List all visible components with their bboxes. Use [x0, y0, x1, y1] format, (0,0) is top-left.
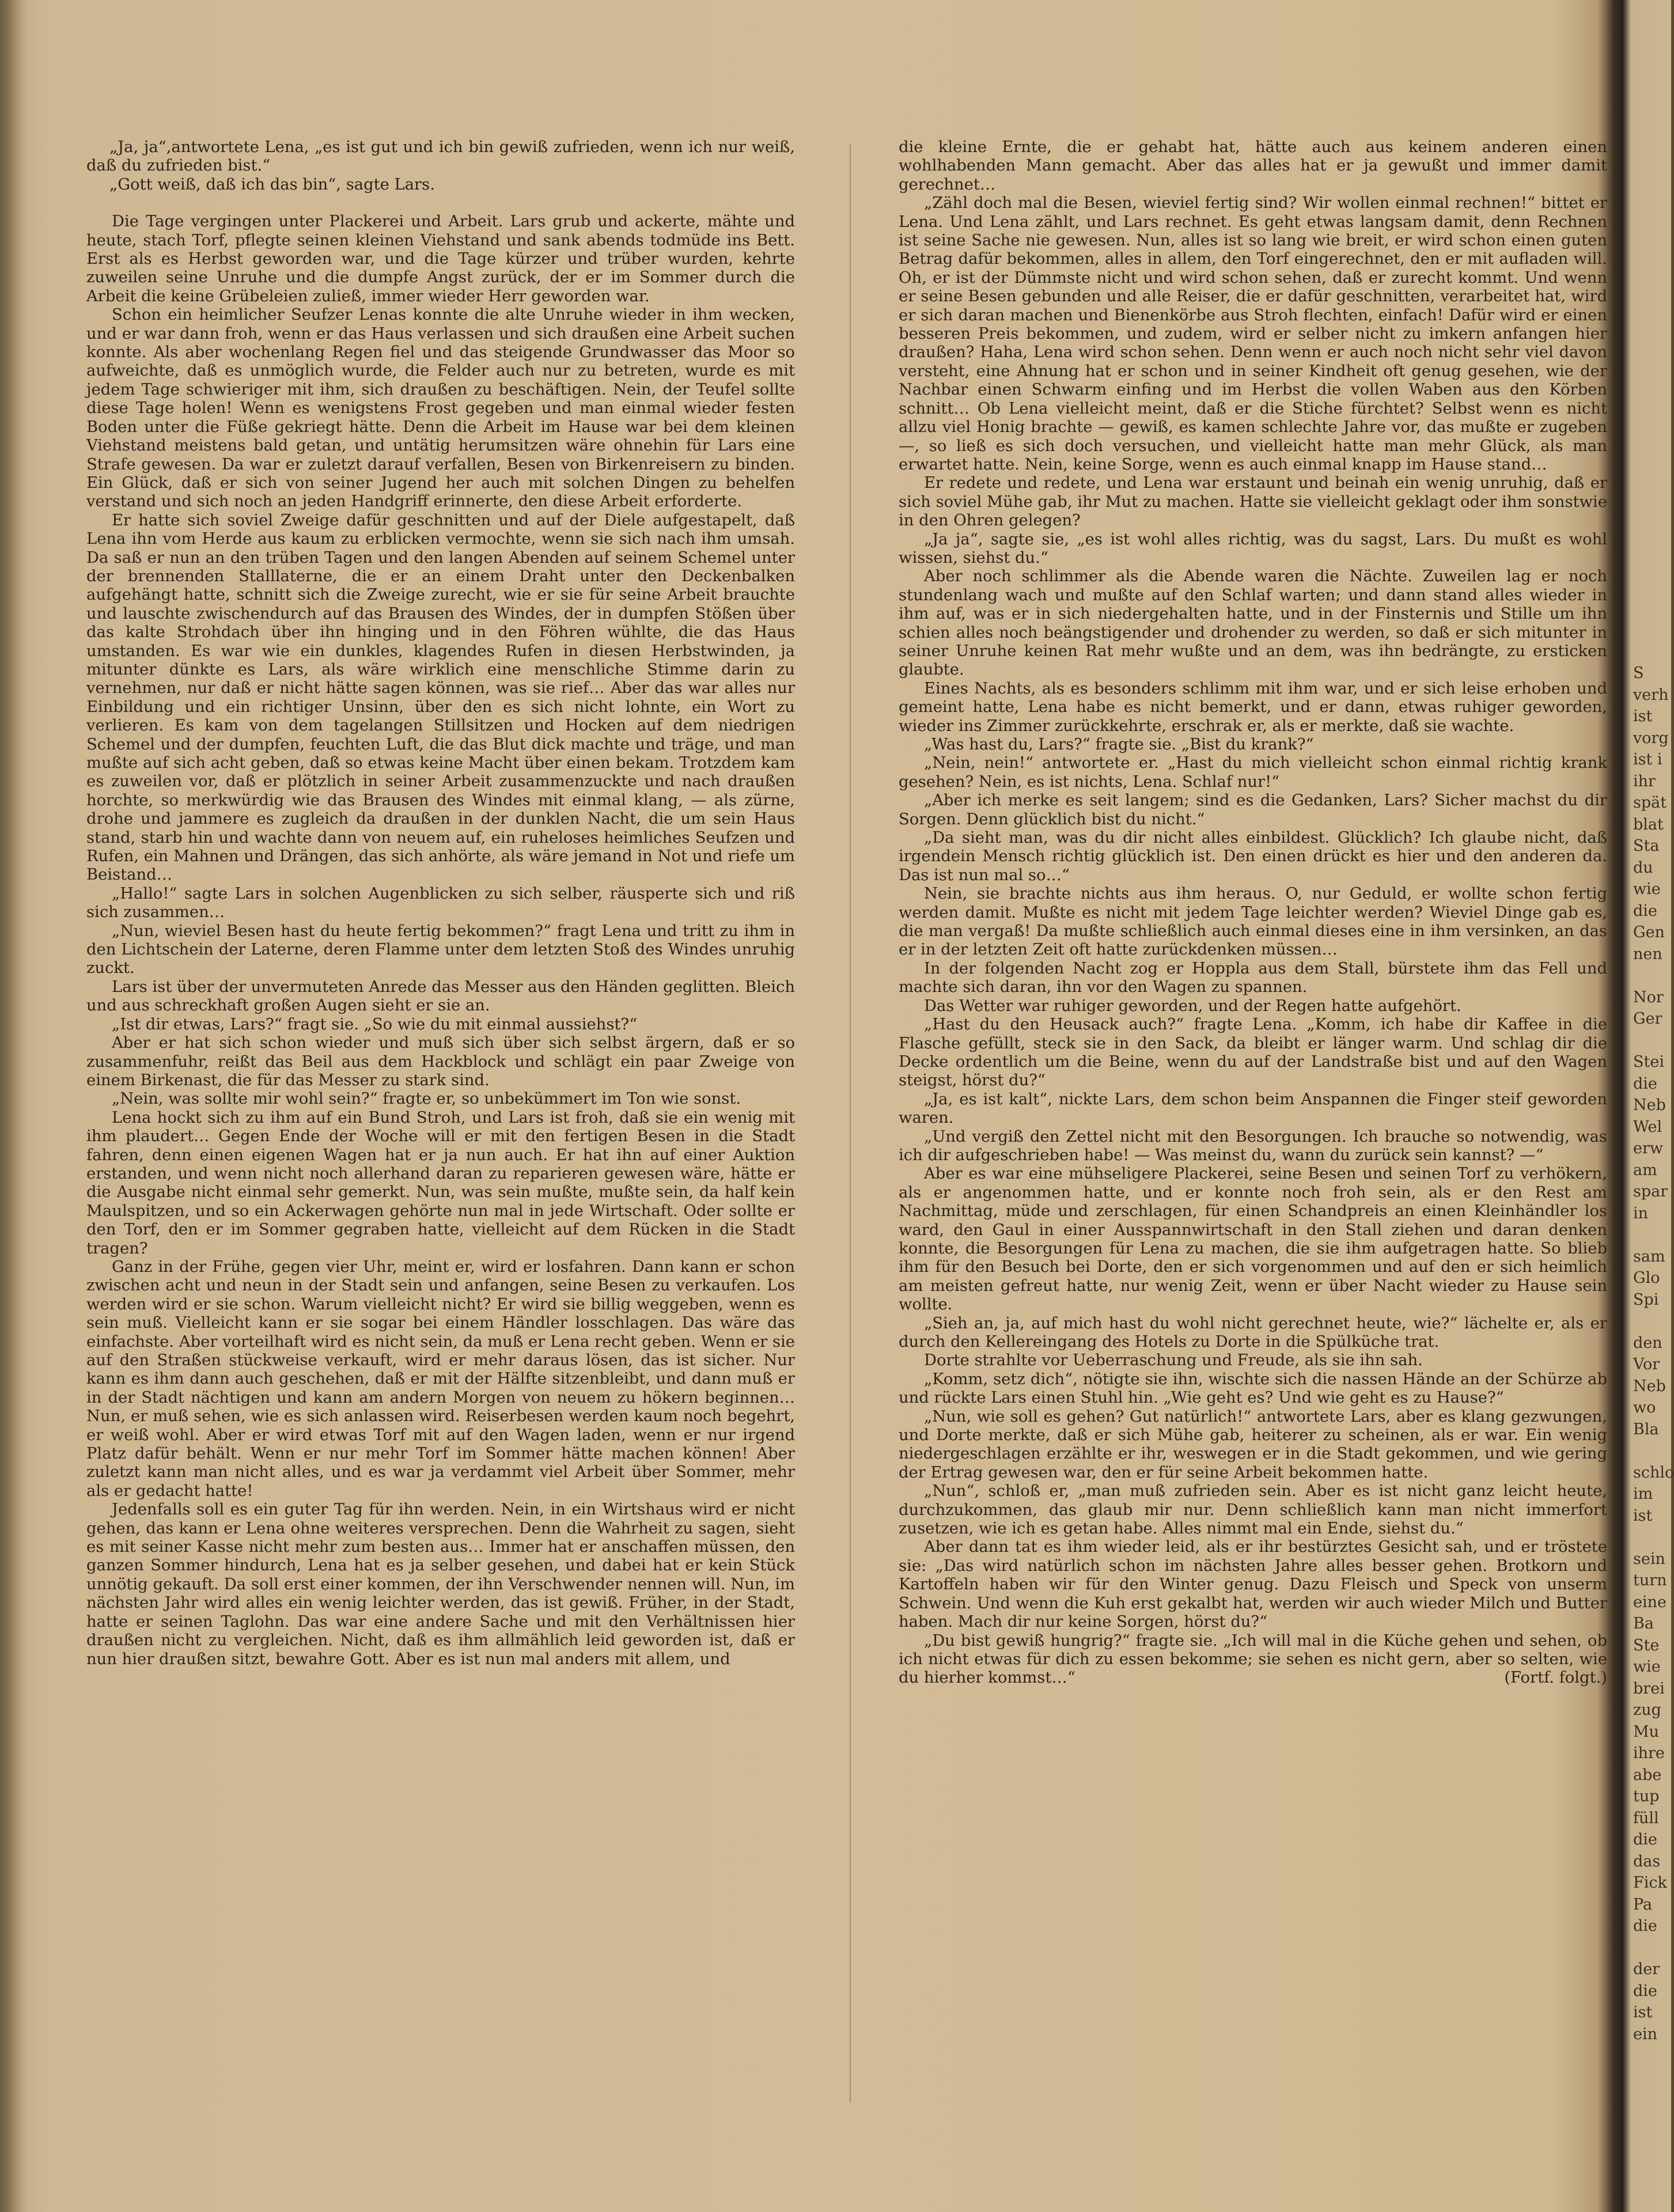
edge-fragment — [1633, 1937, 1670, 1959]
paragraph: „Nein, was sollte mir wohl sein?“ fragte er, so unbekümmert im Ton wie sonst. — [112, 1090, 741, 1108]
edge-fragment: ist — [1633, 1506, 1653, 1525]
paragraph: „Sieh an, ja, auf mich hast du wohl nicht gerechnet heute, wie?“ lächelte er, als er durch den Kellereingang des Hotels zu Dorte in die Spülküche trat. — [899, 1314, 1607, 1351]
paragraph: „Hast du den Heusack auch?“ fragte Lena. „Komm, ich habe dir Kaffee in die Flasche gefüllt, steck sie in den Sack, da bleibt er länger warm. Und schlag dir die Decke ordentlich um die Beine, wenn du auf der Landstraße bist und auf den Wagen steigst, hörst du?“ — [899, 1016, 1607, 1090]
paragraph: Ganz in der Frühe, gegen vier Uhr, meint er, wird er losfahren. Dann kann er schon zwischen acht und neun in der Stadt sein und anfangen, seine Besen zu verkaufen. Los werden wird er sie schon. Warum vielleicht nicht? Er wird sie billig weggeben, wenn es sein muß. Vielleicht kann er sie sogar bei einem Händler losschlagen. Das wäre das einfachste. Aber vorteilhaft wird es nicht sein, da muß er Lena recht geben. Wenn er sie auf den Straßen stückweise verkauft, wird er mehr daraus lösen, das ist sicher. Nur kann es ihm dann auch geschehen, daß er mit der Hälfte sitzenbleibt, und dann muß er in der Stadt nächtigen und kann am andern Morgen von neuem zu hökern beginnen… Nun, er muß sehen, wie es sich anlassen wird. Reiserbesen werden kaum noch begehrt, er weiß wohl. Aber er wird etwas Torf mit auf den Wagen laden, wenn er nur irgend Platz dafür behält. Wenn er nur mehr Torf im Sommer hätte machen können! Aber zuletzt kann man nicht alles, und es war ja verdammt viel Arbeit über Sommer, mehr als er gedacht hatte! — [86, 1257, 795, 1500]
edge-fragment — [1633, 965, 1670, 987]
edge-fragment: du — [1633, 858, 1653, 877]
edge-fragment — [1633, 1310, 1670, 1332]
edge-fragment: füll — [1633, 1809, 1659, 1827]
paragraph: „Da sieht man, was du dir nicht alles einbildest. Glücklich? Ich glaube nicht, daß irgendein Mensch richtig glücklich ist. Den einen drückt es hier und den anderen da. Das ist nun mal so…“ — [899, 829, 1607, 884]
paragraph: „Ja, es ist kalt“, nickte Lars, dem schon beim Anspannen die Finger steif geworden waren. — [899, 1090, 1607, 1127]
edge-fragment: die — [1633, 1831, 1657, 1849]
edge-fragment: nen — [1633, 945, 1662, 963]
edge-fragment: am — [1633, 1161, 1657, 1179]
edge-fragment: wo — [1633, 1399, 1656, 1416]
edge-fragment: sam — [1633, 1247, 1665, 1266]
paragraph: Jedenfalls soll es ein guter Tag für ihn werden. Nein, in ein Wirtshaus wird er nicht gehen, das kann er Lena ohne weiteres versprechen. Denn die Wahrheit zu sagen, sieht es mit seiner Kasse nicht mehr zum besten aus… Immer hat er anschaffen müssen, den ganzen Sommer hindurch, Lena hat es ja selber gesehen, und dabei hat er kein Stück unnötig gekauft. Da soll erst einer kommen, der ihn Verschwender nennen will. Nun, im nächsten Jahr wird alles ein wenig leichter werden, das ist gewiß. Früher, in der Stadt, hatte er seinen Taglohn. Das war eine andere Sache und mit den Verhältnissen hier draußen nicht zu vergleichen. Nicht, daß es ihm allmählich leid geworden ist, daß er nun hier draußen sitzt, bewahre Gott. Aber es ist nun mal anders mit allem, und — [86, 1501, 795, 1668]
paragraph: „Ist dir etwas, Lars?“ fragt sie. „So wie du mit einmal aussiehst?“ — [112, 1015, 638, 1033]
newspaper-page — [86, 138, 1607, 2131]
edge-fragment: wie — [1633, 880, 1661, 898]
column-divider — [850, 144, 851, 2103]
edge-fragment: vorg — [1633, 729, 1669, 747]
edge-fragment: Wel — [1633, 1118, 1662, 1136]
edge-fragment: ist i — [1633, 751, 1662, 768]
edge-fragment: Vor — [1633, 1355, 1660, 1373]
right-column — [899, 138, 1607, 2131]
paragraph: „Nun, wieviel Besen hast du heute fertig bekommen?“ fragt Lena und tritt zu ihm in den Lichtschein der Laterne, deren Flamme unter dem letzten Stoß des Windes unruhig zuckt. — [86, 922, 795, 978]
edge-fragment: die — [1633, 1074, 1657, 1093]
edge-fragment: zug — [1633, 1701, 1661, 1719]
paragraph: „Nun“, schloß er, „man muß zufrieden sein. Aber es ist nicht ganz leicht heute, durchzukommen, das glaub mir nur. Denn schließlich kann man nicht immerfort zusetzen, wie ich es getan habe. Alles nimmt mal ein Ende, siehst du.“ — [899, 1482, 1607, 1538]
edge-fragment: abe — [1633, 1766, 1662, 1784]
paragraph: „Hallo!“ sagte Lars in solchen Augenblicken zu sich selber, räusperte sich und riß sich zusammen… — [86, 884, 795, 922]
edge-fragment: spar — [1633, 1183, 1668, 1200]
paragraph: „Nein, nein!“ antwortete er. „Hast du mich vielleicht schon einmal richtig krank gesehen? Nein, es ist nichts, Lena. Schlaf nur!“ — [899, 754, 1607, 791]
paragraph: Lena hockt sich zu ihm auf ein Bund Stroh, und Lars ist froh, daß sie ein wenig mit ihm plaudert… Gegen Ende der Woche will er mit den fertigen Besen in die Stadt fahren, denn einen eigenen Wagen hat er ja nun auch. Er hat ihn auf einer Auktion erstanden, und wenn nicht noch allerhand daran zu reparieren gewesen wäre, hätte er die Ausgabe nicht einmal sehr gemerkt. Nun, was sein mußte, mußte sein, da half kein Maulspitzen, und so ein Ackerwagen gehörte nun mal in jede Wirtschaft. Oder sollte er den Torf, den er im Sommer gegraben hatte, vielleicht auf dem Rücken in die Stadt tragen? — [86, 1108, 795, 1257]
edge-fragment: Neb — [1633, 1377, 1666, 1395]
paragraph: In der folgenden Nacht zog er Hoppla aus dem Stall, bürstete ihm das Fell und machte sich daran, ihn vor den Wagen zu spannen. — [899, 959, 1607, 997]
paragraph: Das Wetter war ruhiger geworden, und der Regen hatte aufgehört. — [924, 997, 1461, 1015]
paragraph: Aber noch schlimmer als die Abende waren die Nächte. Zuweilen lag er noch stundenlang wach und mußte auf den Schlaf warten; und dann stand alles wieder in ihm auf, was er in sich niedergehalten hatte, und in der Finsternis und Stille um ihn schien alles noch beängstigender und drohender zu werden, so daß er sich mitunter in seiner Unruhe keinen Rat mehr wußte und an dem, was ihn bedrängte, zu ersticken glaubte. — [899, 567, 1607, 679]
edge-fragment: das — [1633, 1852, 1661, 1870]
edge-fragment: ist — [1633, 2003, 1653, 2021]
edge-fragment: Spi — [1633, 1290, 1659, 1309]
paragraph: Er hatte sich soviel Zweige dafür geschnitten und auf der Diele aufgestapelt, daß Lena ihn vom Herde aus kaum zu erblicken vermochte, wenn sie sich nach ihm umsah. Da saß er nun an den trüben Tagen und den langen Abenden auf seinem Schemel unter der brennenden Stalllaterne, die er an einem Draht unter den Deckenbalken aufgehängt hatte, schnitt sich die Zweige zurecht, wie er sie für seine Arbeit brauchte und lauschte zwischendurch auf das Brausen des Windes, der in dumpfen Stößen über das kalte Strohdach über ihn hinging und in den Föhren wühlte, die das Haus umstanden. Es war wie ein dunkles, klagendes Rufen in diesen Herbstwinden, ja mitunter dünkte es Lars, als wäre wirklich eine menschliche Stimme darin zu vernehmen, nur daß er nicht hätte sagen können, was sie rief… Aber das war alles nur Einbildung und ein richtiger Unsinn, über den es sich nicht lohnte, ein Wort zu verlieren. Es kam von dem tagelangen Stillsitzen und Hocken auf dem niedrigen Schemel und der dumpfen, feuchten Luft, die das Blut dick machte und träge, und man mußte auf sich acht geben, daß so etwas keine Macht über einen bekam. Trotzdem kam es zuweilen vor, daß er plötzlich in seiner Arbeit zusammenzuckte und nach draußen horchte, so merkwürdig wie das Brausen des Windes mit einmal klang, — als zürne, drohe und jammere es zugleich da draußen in der dunklen Nacht, die um sein Haus stand, starb hin und wachte dann von neuem auf, ein ruheloses heimliches Seufzen und Rufen, ein Mahnen und Drängen, das sich anhörte, als wäre jemand in Not und riefe um Beistand… — [86, 511, 795, 884]
paragraph: Aber dann tat es ihm wieder leid, als er ihr bestürztes Gesicht sah, und er tröstete sie: „Das wird natürlich schon im nächsten Jahre alles besser gehen. Brotkorn und Kartoffeln haben wir für den Winter genug. Dazu Fleisch und Speck von unserm Schwein. Und wenn die Kuh erst gekalbt hat, werden wir auch wieder Milch und Butter haben. Mach dir nur keine Sorgen, hörst du?“ — [899, 1538, 1607, 1631]
paragraph: „Komm, setz dich“, nötigte sie ihn, wischte sich die nassen Hände an der Schürze ab und rückte Lars einen Stuhl hin. „Wie geht es? Und wie geht es zu Hause?“ — [899, 1370, 1607, 1407]
paragraph: „Gott weiß, daß ich das bin“, sagte Lars. — [109, 175, 435, 194]
edge-fragment: Neb — [1633, 1096, 1666, 1114]
edge-fragment: ihre — [1633, 1744, 1665, 1762]
edge-fragment: Fick — [1633, 1874, 1667, 1892]
edge-fragment: ein — [1633, 2025, 1658, 2043]
paragraph: „Nun, wie soll es gehen? Gut natürlich!“ antwortete Lars, aber es klang gezwungen, und Dorte merkte, daß er sich Mühe gab, heiterer zu scheinen, als er war. Ein wenig niedergeschlagen erzählte er ihr, weswegen er in die Stadt gekommen, und wie gering der Ertrag gewesen war, den er für seine Arbeit bekommen hatte. — [899, 1407, 1607, 1482]
edge-fragment: den — [1633, 1334, 1662, 1352]
paragraph: Aber es war eine mühseligere Plackerei, seine Besen und seinen Torf zu verhökern, als er angenommen hatte, und er konnte noch froh sein, als er den Rest am Nachmittag, müde und zerschlagen, für einen Schandpreis an einen Kleinhändler los ward, den Gaul in einer Ausspannwirtschaft in den Stall ziehen und daran denken konnte, die Besorgungen für Lena zu machen, die sie ihm aufgetragen hatte. So blieb ihm für den Besuch bei Dorte, den er sich vorgenommen und auf den er sich heimlich am meisten gefreut hatte, nur wenig Zeit, wenn er über Nacht wieder zu Hause sein wollte. — [899, 1165, 1607, 1314]
paragraph: „Und vergiß den Zettel nicht mit den Besorgungen. Ich brauche so notwendig, was ich dir aufgeschrieben habe! — Was meinst du, wann du zurück sein kannst? —“ — [899, 1127, 1607, 1164]
edge-fragment: verh — [1633, 685, 1669, 704]
edge-fragment: die — [1633, 1917, 1657, 1935]
paragraph: Eines Nachts, als es besonders schlimm mit ihm war, und er sich leise erhoben und gemeint hatte, Lena habe es nicht bemerkt, und er dann, etwas ruhiger geworden, wieder ins Zimmer zurückkehrte, erschrak er, als er merkte, daß sie wachte. — [899, 679, 1607, 735]
edge-fragment: schlo — [1633, 1463, 1674, 1482]
edge-fragment: die — [1633, 902, 1657, 920]
paragraph-text: „Du bist gewiß hungrig?“ fragte sie. „Ich will mal in die Küche gehen und sehen, ob ich nicht etwas für dich zu essen bekomme; sie sehen es nicht gern, aber so selten, wie du hierher kommst…“ — [899, 1631, 1607, 1687]
edge-fragment: Sta — [1633, 837, 1660, 855]
paragraph: „Was hast du, Lars?“ fragte sie. „Bist du krank?“ — [924, 736, 1314, 753]
edge-fragment: erw — [1633, 1139, 1663, 1157]
edge-fragment: ihr — [1633, 772, 1656, 790]
edge-fragment: Ba — [1633, 1615, 1654, 1633]
edge-fragment: tup — [1633, 1787, 1660, 1805]
edge-fragment: Ste — [1633, 1636, 1660, 1654]
edge-fragment: Gen — [1633, 923, 1665, 941]
edge-fragment: S — [1633, 664, 1644, 682]
paragraph: die kleine Ernte, die er gehabt hat, hätte auch aus keinem anderen einen wohlhabenden Mann gemacht. Aber das alles hat er ja gewußt und immer damit gerechnet… — [899, 138, 1607, 194]
edge-fragment: brei — [1633, 1679, 1665, 1698]
edge-fragment: spät — [1633, 794, 1667, 812]
edge-fragment — [1633, 1527, 1670, 1548]
edge-fragment: Pa — [1633, 1895, 1653, 1914]
paragraph: Er redete und redete, und Lena war erstaunt und beinah ein wenig unruhig, daß er sich soviel Mühe gab, ihr Mut zu machen. Hatte sie vielleicht geklagt oder ihm sonstwie in den Ohren gelegen? — [899, 474, 1607, 530]
paragraph-with-continuation — [899, 1632, 1607, 1688]
paragraph: Aber er hat sich schon wieder und muß sich über sich selbst ärgern, daß er so zusammenfuhr, reißt das Beil aus dem Hackblock und schlägt ein paar Zweige von einem Birkenast, die für das Messer zu stark sind. — [86, 1034, 795, 1089]
edge-fragment: Nor — [1633, 988, 1664, 1006]
paragraph: Nein, sie brachte nichts aus ihm heraus. O, nur Geduld, er wollte schon fertig werden damit. Mußte es nicht mit jedem Tage leichter werden? Wieviel Dinge gab es, die man vergaß! Da mußte schließlich auch einmal dieses eine in ihm versinken, an das er in der letzten Zeit oft hatte zurückdenken müssen… — [899, 885, 1607, 959]
edge-fragment: in — [1633, 1204, 1649, 1222]
paragraph: „Ja, ja“,antwortete Lena, „es ist gut und ich bin gewiß zufrieden, wenn ich nur weiß, daß du zufrieden bist.“ — [86, 138, 795, 175]
paragraph: „Aber ich merke es seit langem; sind es die Gedanken, Lars? Sicher machst du dir Sorgen. Denn glücklich bist du nicht.“ — [899, 791, 1607, 828]
edge-fragment: wie — [1633, 1658, 1661, 1676]
edge-fragment: die — [1633, 1982, 1657, 2000]
edge-fragment: Glo — [1633, 1269, 1660, 1287]
edge-fragment: Bla — [1633, 1420, 1659, 1438]
edge-fragment: der — [1633, 1960, 1660, 1978]
edge-fragment — [1633, 1224, 1670, 1246]
paragraph: „Ja ja“, sagte sie, „es ist wohl alles richtig, was du sagst, Lars. Du mußt es wohl wissen, siehst du.“ — [899, 530, 1607, 567]
edge-fragment: ist — [1633, 707, 1653, 725]
edge-fragment: turn — [1633, 1571, 1667, 1589]
paragraph: Dorte strahlte vor Ueberraschung und Freude, als sie ihn sah. — [924, 1351, 1423, 1370]
edge-fragment: Stei — [1633, 1053, 1664, 1071]
edge-fragment: Ger — [1633, 1010, 1662, 1028]
edge-fragment — [1633, 1440, 1670, 1462]
paragraph: Die Tage vergingen unter Plackerei und Arbeit. Lars grub und ackerte, mähte und heute, stach Torf, pflegte seinen kleinen Viehstand und sank abends todmüde ins Bett. Erst als es Herbst geworden war, und die Tage kürzer und trüber wurden, kehrte zuweilen seine Unruhe und die dumpfe Angst zurück, der er im Sommer durch die Arbeit die keine Grübeleien zuließ, immer wieder Herr geworden war. — [86, 213, 795, 305]
paragraph: Lars ist über der unvermuteten Anrede das Messer aus den Händen geglitten. Bleich und aus schreckhaft großen Augen sieht er sie an. — [86, 978, 795, 1015]
paragraph: „Zähl doch mal die Besen, wieviel fertig sind? Wir wollen einmal rechnen!“ bittet er Lena. Und Lena zählt, und Lars rechnet. Es geht etwas langsam damit, denn Rechnen ist seine Sache nie gewesen. Nun, alles ist so lang wie breit, er wird schon einen guten Betrag dafür bekommen, alles in allem, den Torf eingerechnet, den er mit aufladen will. Oh, er ist der Dümmste nicht und wird schon sehen, daß er zurecht kommt. Und wenn er seine Besen gebunden und alle Reiser, die er dafür geschnitten, verarbeitet hat, wird er sich daran machen und Bienenkörbe aus Stroh flechten, einfach! Dafür wird er einen besseren Preis bekommen, und zudem, wird er selber nicht zu imkern anfangen hier draußen? Haha, Lena wird schon sehen. Denn wenn er auch noch nicht sehr viel davon versteht, eine Ahnung hat er schon und in seiner Kindheit oft genug gesehen, wie der Nachbar einen Schwarm einfing und im Herbst die vollen Waben aus den Körben schnitt… Ob Lena vielleicht meint, daß er die Stiche fürchtet? Selbst wenn es nicht allzu viel Honig brachte — gewiß, es kamen schlechte Jahre vor, das mußte er zugeben —, so ließ es sich doch versuchen, und vielleicht hatte man mehr Glück, als man erwartet hatte. Nein, keine Sorge, wenn es auch einmal knapp im Hause stand… — [899, 194, 1607, 474]
edge-fragment: im — [1633, 1485, 1653, 1503]
paragraph: Schon ein heimlicher Seufzer Lenas konnte die alte Unruhe wieder in ihm wecken, und er war dann froh, wenn er das Haus verlassen und sich draußen eine Arbeit suchen konnte. Als aber wochenlang Regen fiel und das steigende Grundwasser das Moor so aufweichte, daß es unmöglich wurde, die Felder auch nur zu betreten, wurde es mit jedem Tage schwieriger mit ihm, sich draußen zu beschäftigen. Nein, der Teufel sollte diese Tage holen! Wenn es wenigstens Frost gegeben und man einmal wieder festen Boden unter die Füße gekriegt hätte. Denn die Arbeit im Hause war bei dem kleinen Viehstand meistens bald getan, und untätig herumsitzen wäre ohnehin für Lars eine Strafe gewesen. Da war er zuletzt darauf verfallen, Besen von Birkenreisern zu binden. Ein Glück, daß er sich von seiner Jugend her auch mit solchen Dingen zu behelfen verstand und sich noch an jeden Handgriff erinnerte, den diese Arbeit erforderte. — [86, 306, 795, 511]
edge-fragment: blat — [1633, 815, 1664, 834]
edge-fragment: eine — [1633, 1593, 1667, 1611]
next-page-edge — [1633, 662, 1674, 2160]
left-column — [86, 138, 795, 2131]
edge-fragment: Mu — [1633, 1722, 1660, 1741]
edge-fragment — [1633, 1030, 1670, 1052]
edge-fragment: sein — [1633, 1550, 1665, 1568]
continuation-note: (Fortf. folgt.) — [1504, 1669, 1607, 1687]
